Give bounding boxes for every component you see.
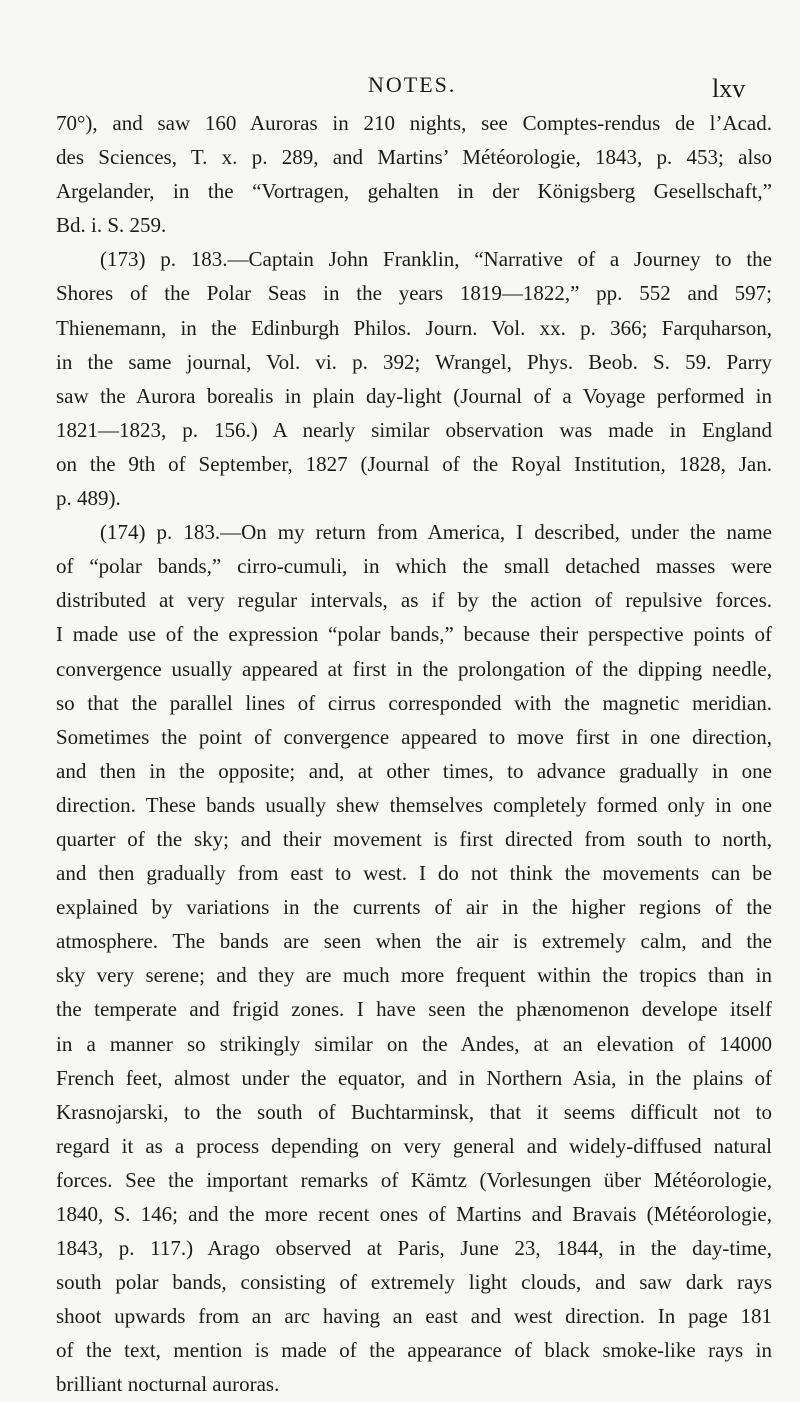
text-line: brilliant nocturnal auroras. [56,1372,280,1397]
text-line: 1840, S. 146; and the more recent ones of Martins and Bravais (Météorologie, [56,1202,772,1226]
notes-text [56,106,772,1402]
text-line: 1843, p. 117.) Arago observed at Paris, June 23, 1844, in the day-time, [56,1236,772,1261]
text-line: I made use of the expression “polar bands,” because their perspective points of [56,622,772,647]
text-line: forces. See the important remarks of Kämtz (Vorlesungen über Météorologie, [56,1167,772,1192]
text-line: Shores of the Polar Seas in the years 1819—1822,” pp. 552 and 597; [56,281,772,306]
text-line: sky very serene; and they are much more frequent within the tropics than in [56,963,772,988]
text-line: distributed at very regular intervals, as if by the action of repulsive forces. [56,588,772,613]
text-line: p. 489). [56,486,121,511]
text-line: Krasnojarski, to the south of Buchtarminsk, that it seems difficult not to [56,1099,772,1124]
page-number: lxv [712,74,746,103]
text-line: 70°), and saw 160 Auroras in 210 nights, see Comptes-rendus de l’Acad. [56,111,772,135]
running-title: NOTES. [368,72,457,97]
text-line: atmosphere. The bands are seen when the air is extremely calm, and the [56,929,772,954]
text-line: on the 9th of September, 1827 (Journal of the Royal Institution, 1828, Jan. [56,451,772,476]
text-line: so that the parallel lines of cirrus corresponded with the magnetic meridian. [56,690,772,715]
text-line: (173) p. 183.—Captain John Franklin, “Narrative of a Journey to the [100,247,772,272]
text-line: explained by variations in the currents of air in the higher regions of the [56,895,772,920]
text-line: of “polar bands,” cirro-cumuli, in which the small detached masses were [56,554,772,579]
text-line: quarter of the sky; and their movement is first directed from south to north, [56,826,772,851]
text-line: French feet, almost under the equator, and in Northern Asia, in the plains of [56,1065,772,1090]
text-line: south polar bands, consisting of extremely light clouds, and saw dark rays [56,1270,772,1295]
text-line: regard it as a process depending on very general and widely-diffused natural [56,1133,772,1158]
text-line: convergence usually appeared at first in the prolongation of the dipping needle, [56,656,772,681]
text-line: in the same journal, Vol. vi. p. 392; Wrangel, Phys. Beob. S. 59. Parry [56,349,772,374]
text-line: direction. These bands usually shew themselves completely formed only in one [56,792,772,817]
text-line: (174) p. 183.—On my return from America, I described, under the name [100,520,772,545]
text-line: of the text, mention is made of the appearance of black smoke-like rays in [56,1338,772,1363]
text-line: the temperate and frigid zones. I have seen the phænomenon develope itself [56,997,772,1022]
text-line: Argelander, in the “Vortragen, gehalten in der Königsberg Gesellschaft,” [56,179,772,204]
text-line: and then in the opposite; and, at other times, to advance gradually in one [56,758,772,783]
text-line: 1821—1823, p. 156.) A nearly similar observation was made in England [56,417,772,442]
text-line: Sometimes the point of convergence appeared to move first in one direction, [56,724,772,749]
text-line: in a manner so strikingly similar on the Andes, at an elevation of 14000 [56,1031,772,1056]
text-line: Bd. i. S. 259. [56,213,167,238]
text-line: shoot upwards from an arc having an east and west direction. In page 181 [56,1304,772,1329]
text-line: and then gradually from east to west. I do not think the movements can be [56,861,772,886]
text-line: des Sciences, T. x. p. 289, and Martins’ Météorologie, 1843, p. 453; also [56,145,772,170]
text-line: saw the Aurora borealis in plain day-light (Journal of a Voyage performed in [56,383,772,408]
text-line: Thienemann, in the Edinburgh Philos. Journ. Vol. xx. p. 366; Farquharson, [56,315,772,340]
running-head [0,72,800,102]
